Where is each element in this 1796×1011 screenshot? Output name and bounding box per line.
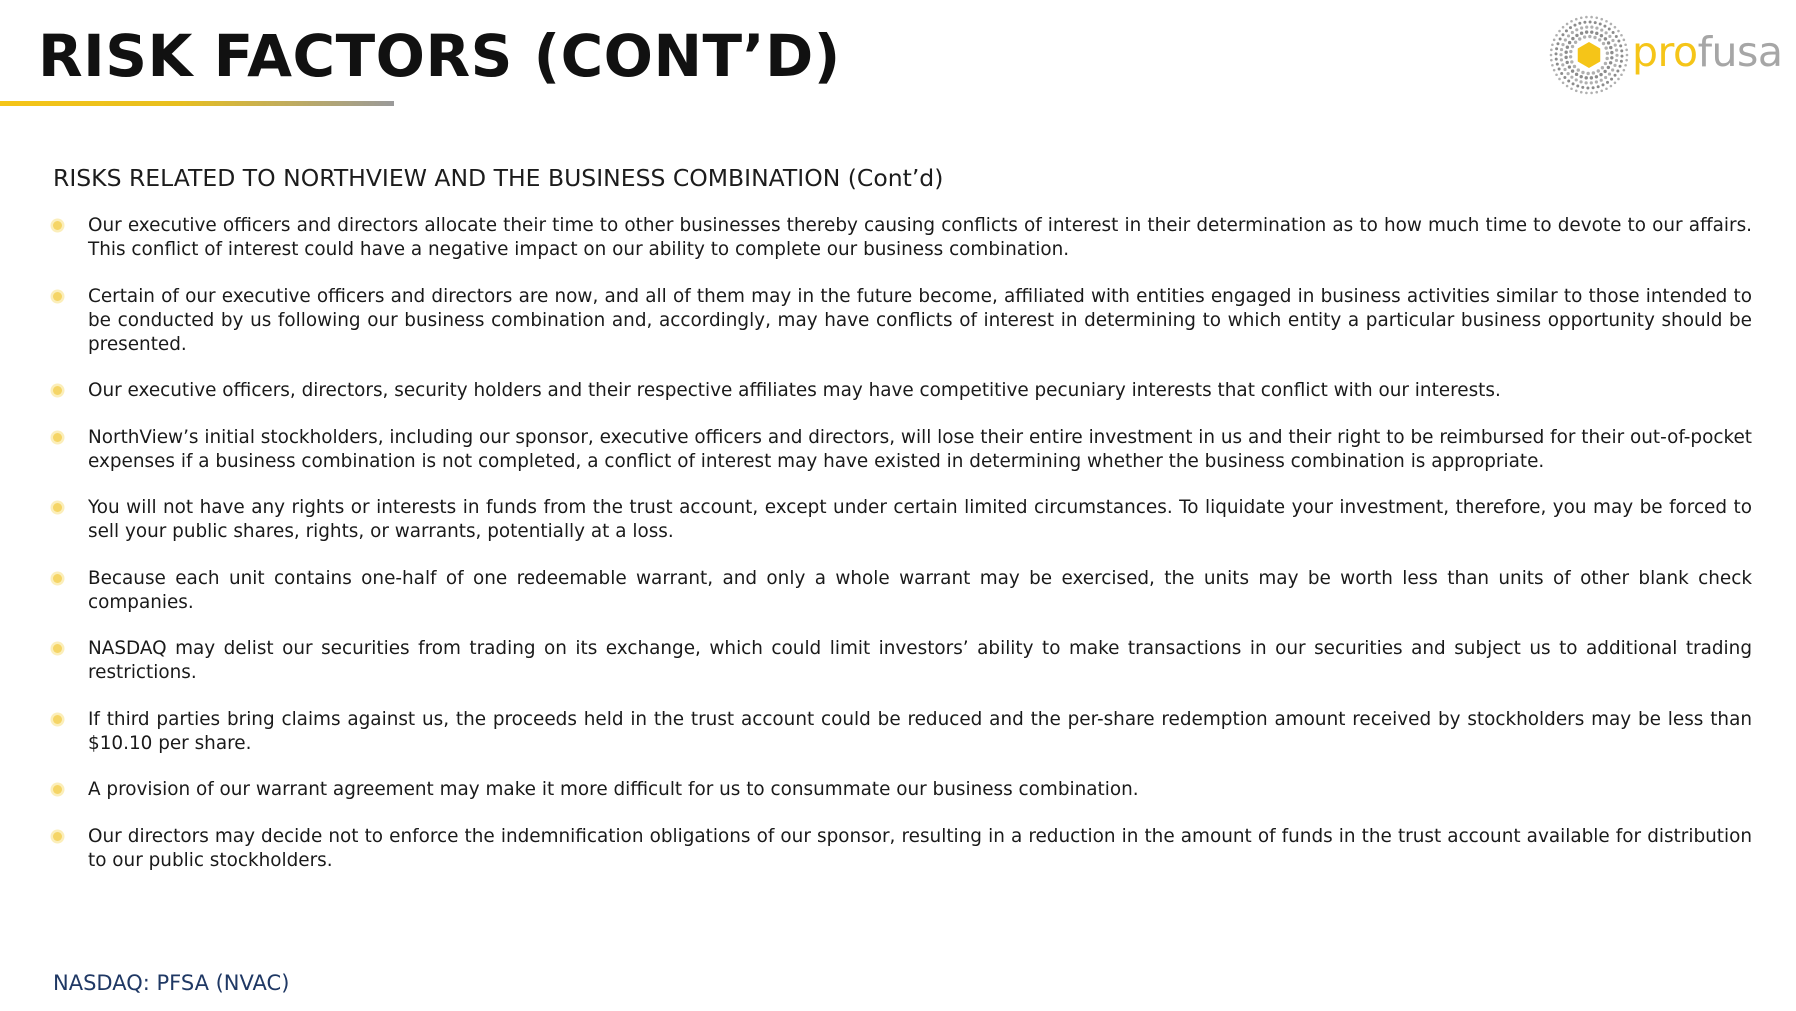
bullet-icon [53,715,62,724]
title-underline [0,101,394,106]
risk-item [53,778,1752,802]
bullet-icon [53,433,62,442]
logo-text-pro: pro [1632,28,1698,76]
risk-item [53,567,1752,615]
bullet-icon [53,644,62,653]
section-heading: RISKS RELATED TO NORTHVIEW AND THE BUSINESS COMBINATION (Cont’d) [53,164,944,192]
bullet-icon [53,221,62,230]
risk-text: Our directors may decide not to enforce the indemnification obligations of our sponsor, resulting in a reduction in the amount of funds in the trust account available for distribution to our public stockholders. [88,825,1752,871]
risk-text: You will not have any rights or interests in funds from the trust account, except under certain limited circumstances. To liquidate your investment, therefore, you may be forced to sell your public shares, rights, or warrants, potentially at a loss. [88,497,1752,542]
risk-item [53,426,1752,474]
bullet-icon [53,503,62,512]
logo-text-fusa: fusa [1697,28,1783,76]
risk-text: NorthView’s initial stockholders, including our sponsor, executive officers and directors, will lose their entire investment in us and their right to be reimbursed for their out-of-pocket expenses if a business combination is not completed, a conflict of interest may have existed in determining whether the business combination is appropriate. [88,426,1752,472]
risk-text: NASDAQ may delist our securities from trading on its exchange, which could limit investors’ ability to make transactions in our securities and subject us to additional trading restrictions. [88,638,1752,683]
risk-list [53,214,1752,895]
risk-text: Our executive officers, directors, security holders and their respective affiliates may have competitive pecuniary interests that conflict with our interests. [88,380,1501,401]
risk-item [53,825,1752,873]
bullet-icon [53,832,62,841]
ticker-footer: NASDAQ: PFSA (NVAC) [53,971,290,995]
bullet-icon [53,574,62,583]
bullet-icon [53,785,62,794]
risk-text: A provision of our warrant agreement may make it more difficult for us to consummate our business combination. [88,779,1139,800]
risk-text: If third parties bring claims against us, the proceeds held in the trust account could be reduced and the per-share redemption amount received by stockholders may be less than $10.10 per share. [88,708,1752,754]
risk-item [53,214,1752,262]
risk-item [53,285,1752,357]
page-title: RISK FACTORS (CONT’D) [38,22,841,90]
risk-item [53,379,1752,403]
risk-item [53,496,1752,544]
risk-item [53,637,1752,685]
risk-item [53,708,1752,756]
risk-text: Because each unit contains one-half of one redeemable warrant, and only a whole warrant may be exercised, the units may be worth less than units of other blank check companies. [88,567,1752,613]
logo-wordmark [1632,26,1782,78]
bullet-icon [53,292,62,301]
risk-text: Our executive officers and directors allocate their time to other businesses thereby causing conflicts of interest in their determination as to how much time to devote to our affairs. This conflict of interest could have a negative impact on our ability to complete our business combination. [88,215,1752,260]
dotted-circle-hexagon-logo-icon [1548,14,1630,96]
profusa-logo [1548,14,1783,96]
bullet-icon [53,386,62,395]
risk-text: Certain of our executive officers and directors are now, and all of them may in the future become, affiliated with entities engaged in business activities similar to those intended to be conducted by us following our business combination and, accordingly, may have conflicts of interest in determining to which entity a particular business opportunity should be presented. [88,285,1752,355]
